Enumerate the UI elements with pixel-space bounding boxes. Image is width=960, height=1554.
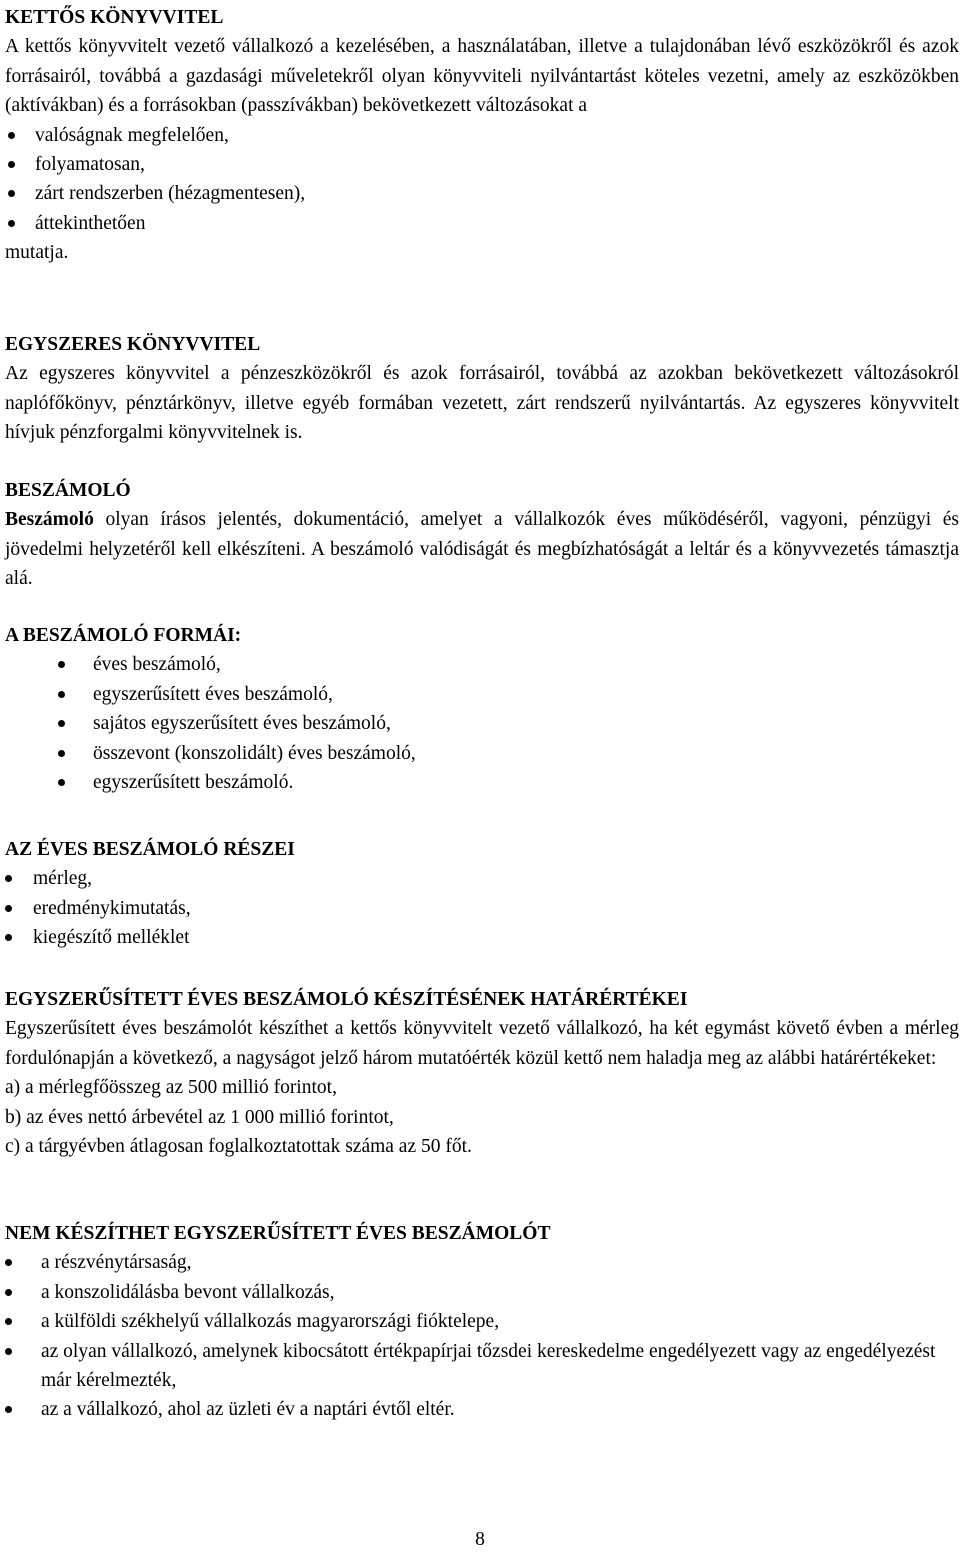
section-beszamolo-formai [5,621,959,797]
list-item: egyszerűsített beszámoló. [5,768,959,797]
section-body: Az egyszeres könyvvitel a pénzeszközökről és azok forrásairól, továbbá az azokban bekövetkezett változásokról naplófőkönyv, pénztárkönyv, illetve egyéb formában vezetett, zárt rendszerű nyilvántartás. Az egyszeres könyvvitelt hívjuk pénzforgalmi könyvvitelnek is. [5,363,959,444]
section-egyszeres-konyvvitel [5,330,959,448]
threshold-line: b) az éves nettó árbevétel az 1 000 millió forintot, [5,1106,394,1128]
section-nem-keszithet [5,1219,959,1425]
bullet-list [5,1248,959,1424]
section-title: KETTŐS KÖNYVVITEL [5,7,224,28]
section-body [5,505,959,593]
section-hatarertekek [5,985,959,1161]
section-kettos-konyvvitel [5,3,959,268]
threshold-line: c) a tárgyévben átlagosan foglalkoztatottak száma az 50 főt. [5,1136,472,1158]
term-beszamolo: Beszámoló [5,509,94,531]
list-item: eredménykimutatás, [5,894,959,923]
section-title: A BESZÁMOLÓ FORMÁI: [5,625,242,646]
list-item: áttekinthetően [5,209,959,238]
section-beszamolo [5,476,959,594]
section-eves-beszamolo-reszei [5,835,959,953]
list-item: folyamatosan, [5,150,959,179]
list-item: zárt rendszerben (hézagmentesen), [5,179,959,208]
list-item: mérleg, [5,864,959,893]
list-item: kiegészítő melléklet [5,923,959,952]
section-body: Egyszerűsített éves beszámolót készíthet a kettős könyvvitelt vezető vállalkozó, ha két egymást követő évben a mérleg fordulónapján a következő, a nagyságot jelző három mutatóérték közül kettő nem haladja meg az alábbi határértékeket: [5,1018,959,1069]
bullet-list [5,121,959,239]
list-item: az olyan vállalkozó, amelynek kibocsátott értékpapírjai tőzsdei kereskedelme engedélyezett vagy az engedélyezést már kérelmezték, [5,1337,959,1396]
page-number: 8 [475,1529,485,1550]
section-intro: A kettős könyvvitelt vezető vállalkozó a kezelésében, a használatában, illetve a tulajdonában lévő eszközökről és azok forrásairól, továbbá a gazdasági műveletekről olyan könyvviteli nyilvántartást köteles vezetni, amely az eszközökben (aktívákban) és a forrásokban (passzívákban) bekövetkezett változásokat a [5,36,959,117]
list-item: a külföldi székhelyű vállalkozás magyarországi fióktelepe, [5,1307,959,1336]
section-outro: mutatja. [5,242,69,264]
list-item: az a vállalkozó, ahol az üzleti év a naptári évtől eltér. [5,1395,959,1424]
list-item: éves beszámoló, [5,650,959,679]
bullet-list [5,650,959,797]
section-title: NEM KÉSZÍTHET EGYSZERŰSÍTETT ÉVES BESZÁMOLÓT [5,1223,551,1244]
list-item: összevont (konszolidált) éves beszámoló, [5,739,959,768]
list-item: a konszolidálásba bevont vállalkozás, [5,1278,959,1307]
bullet-list [5,864,959,952]
list-item: egyszerűsített éves beszámoló, [5,680,959,709]
section-title: AZ ÉVES BESZÁMOLÓ RÉSZEI [5,839,295,860]
list-item: valóságnak megfelelően, [5,121,959,150]
list-item: sajátos egyszerűsített éves beszámoló, [5,709,959,738]
definition-text: olyan írásos jelentés, dokumentáció, amelyet a vállalkozók éves működéséről, vagyoni, pénzügyi és jövedelmi helyzetéről kell elkészíteni. A beszámoló valódiságát és megbízhatóságát a leltár és a könyvvezetés támasztja alá. [5,509,959,590]
section-title: EGYSZERES KÖNYVVITEL [5,334,261,355]
section-title: EGYSZERŰSÍTETT ÉVES BESZÁMOLÓ KÉSZÍTÉSÉNEK HATÁRÉRTÉKEI [5,989,688,1010]
section-title: BESZÁMOLÓ [5,480,131,501]
list-item: a részvénytársaság, [5,1248,959,1277]
threshold-line: a) a mérlegfőösszeg az 500 millió forintot, [5,1077,337,1099]
